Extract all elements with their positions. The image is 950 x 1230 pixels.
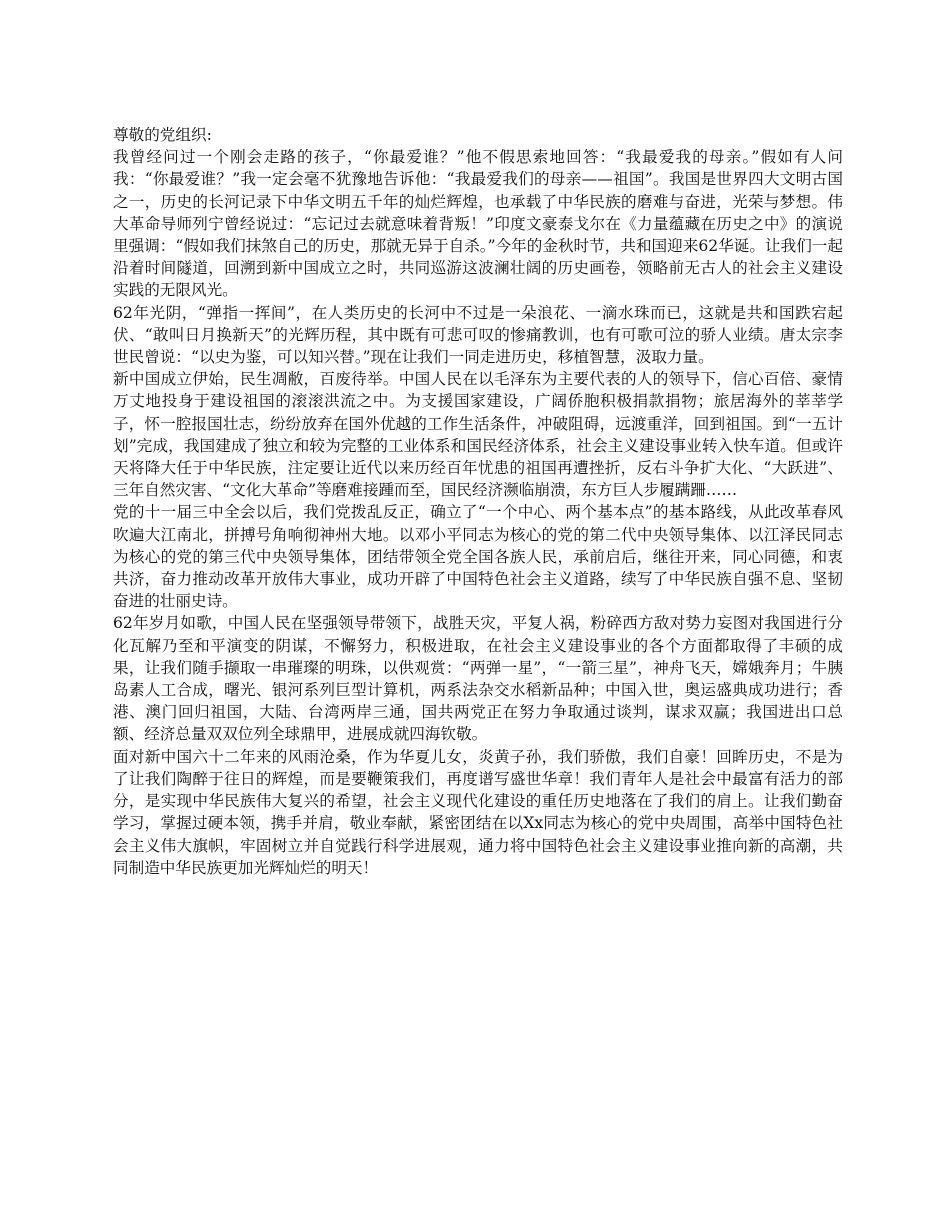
paragraph: 我曾经问过一个刚会走路的孩子，“你最爱谁？”他不假思索地回答：“我最爱我的母亲。”假如有人问我：“你最爱谁？”我一定会毫不犹豫地告诉他：“我最爱我们的母亲——祖国”。我国是世界四大文明古国之一，历史的长河记录下中华文明五千年的灿烂辉煌，也承载了中华民族的磨难与奋进，光荣与梦想。伟大革命导师列宁曾经说过：“忘记过去就意味着背叛！”印度文豪泰戈尔在《力量蕴藏在历史之中》的演说里强调：“假如我们抹煞自己的历史，那就无异于自杀。”今年的金秋时节，共和国迎来62华诞。让我们一起沿着时间隧道，回溯到新中国成立之时，共同巡游这波澜壮阔的历史画卷，领略前无古人的社会主义建设实践的无限风光。	[113, 148, 843, 300]
salutation: 尊敬的党组织:	[113, 126, 212, 144]
paragraph: 新中国成立伊始，民生凋敝，百废待举。中国人民在以毛泽东为主要代表的人的领导下，信心百倍、豪情万丈地投身于建设祖国的滚滚洪流之中。为支援国家建设，广阔侨胞积极捐款捐物；旅居海外的莘莘学子，怀一腔报国壮志，纷纷放弃在国外优越的工作生活条件，冲破阻碍，远渡重洋，回到祖国。到“一五计划”完成，我国建成了独立和较为完整的工业体系和国民经济体系，社会主义建设事业转入快车道。但或许天将降大任于中华民族，注定要让近代以来历经百年忧患的祖国再遭挫折，反右斗争扩大化、“大跃进”、三年自然灾害、“文化大革命”等磨难接踵而至，国民经济濒临崩溃，东方巨人步履蹒跚……	[113, 370, 843, 500]
paragraph: 62年光阴，“弹指一挥间”，在人类历史的长河中不过是一朵浪花、一滴水珠而已，这就是共和国跌宕起伏、“敢叫日月换新天”的光辉历程，其中既有可悲可叹的惨痛教训，也有可歌可泣的骄人业绩。唐太宗李世民曾说：“以史为鉴，可以知兴替。”现在让我们一同走进历史，移植智慧，汲取力量。	[113, 303, 843, 367]
paragraph: 党的十一届三中全会以后，我们党拨乱反正，确立了“一个中心、两个基本点”的基本路线，从此改革春风吹遍大江南北，拼搏号角响彻神州大地。以邓小平同志为核心的党的第二代中央领导集体、以江泽民同志为核心的党的第三代中央领导集体，团结带领全党全国各族人民，承前启后，继往开来，同心同德，和衷共济，奋力推动改革开放伟大事业，成功开辟了中国特色社会主义道路，续写了中华民族自强不息、坚韧奋进的壮丽史诗。	[113, 503, 843, 611]
paragraph: 62年岁月如歌，中国人民在坚强领导带领下，战胜天灾，平复人祸，粉碎西方敌对势力妄图对我国进行分化瓦解乃至和平演变的阴谋，不懈努力，积极进取，在社会主义建设事业的各个方面都取得了丰硕的成果，让我们随手撷取一串璀璨的明珠，以供观赏：“两弹一星”，“一箭三星”，神舟飞天，嫦娥奔月；牛胰岛素人工合成，曙光、银河系列巨型计算机，两系法杂交水稻新品种；中国入世，奥运盛典成功进行；香港、澳门回归祖国，大陆、台湾两岸三通，国共两党正在努力争取通过谈判，谋求双赢；我国进出口总额、经济总量双双位列全球鼎甲，进展成就四海钦敬。	[113, 614, 843, 744]
paragraph: 面对新中国六十二年来的风雨沧桑，作为华夏儿女，炎黄子孙，我们骄傲，我们自豪！回眸历史，不是为了让我们陶醉于往日的辉煌，而是要鞭策我们，再度谱写盛世华章！我们青年人是社会中最富有活力的部分，是实现中华民族伟大复兴的希望，社会主义现代化建设的重任历史地落在了我们的肩上。让我们勤奋学习，掌握过硬本领，携手并肩，敬业奉献，紧密团结在以Xx同志为核心的党中央周围，高举中国特色社会主义伟大旗帜，牢固树立并自觉践行科学进展观，通力将中国特色社会主义建设事业推向新的高潮，共同制造中华民族更加光辉灿烂的明天！	[113, 747, 843, 877]
letter-body	[113, 124, 843, 879]
